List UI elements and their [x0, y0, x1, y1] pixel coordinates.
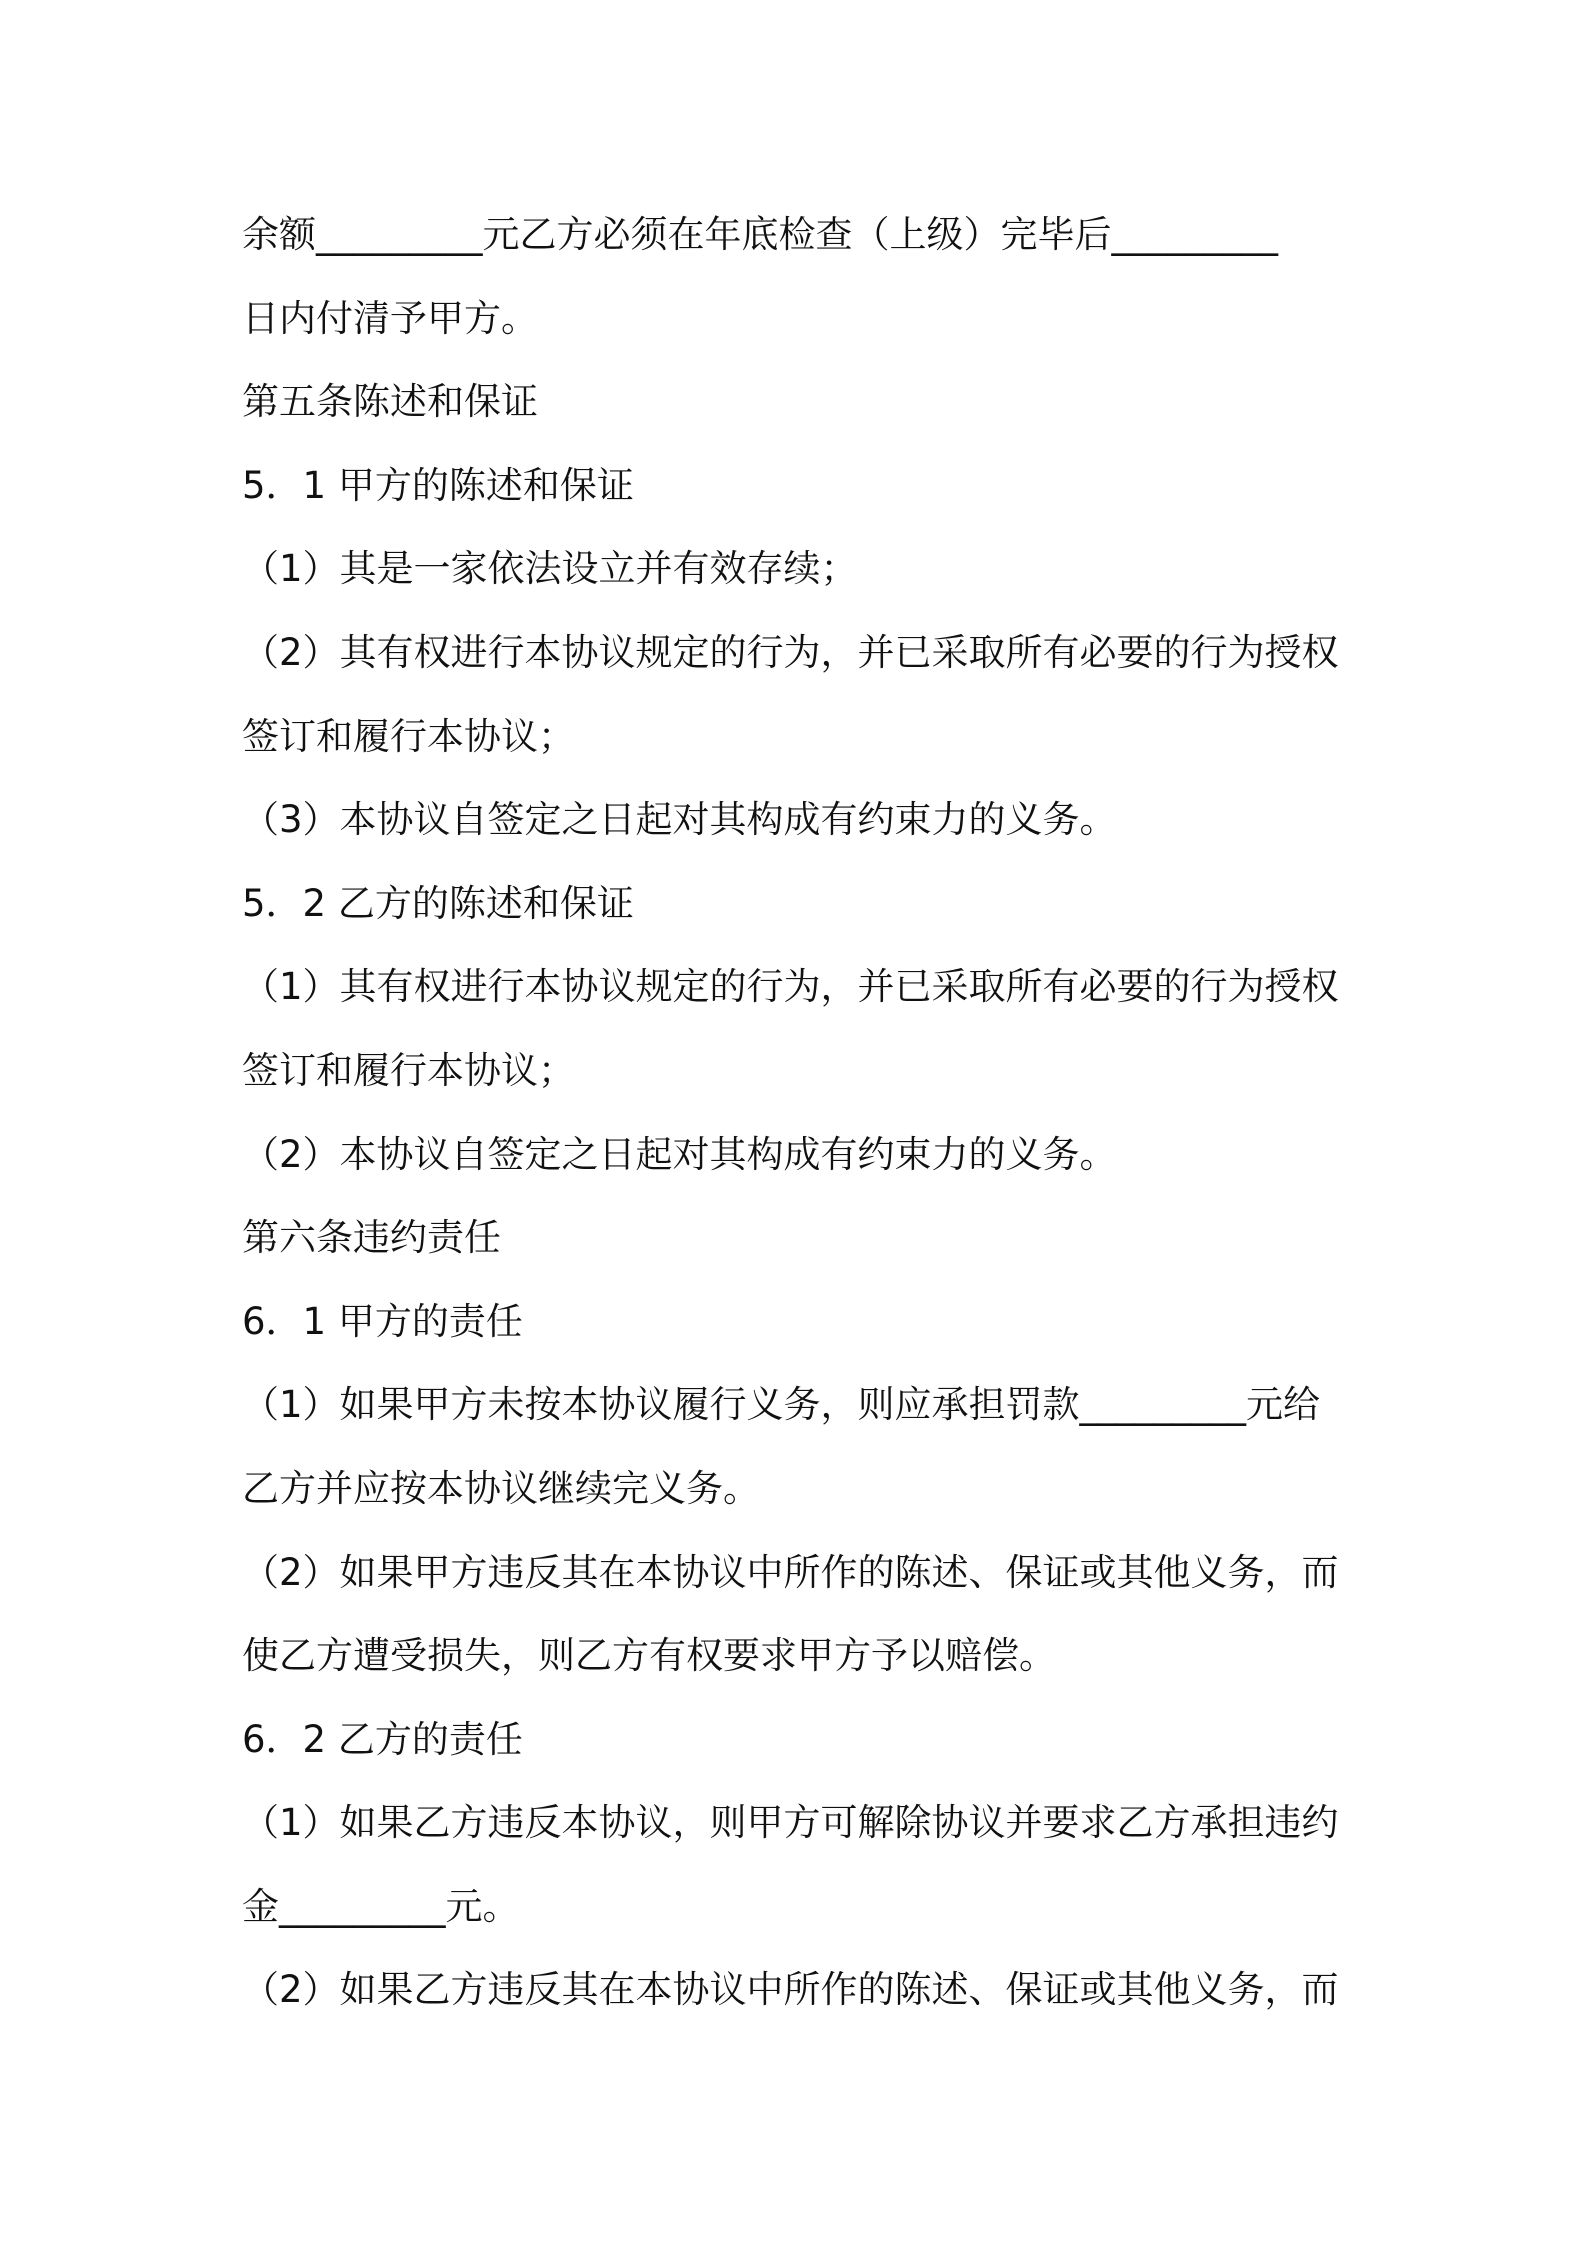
text-line: （3）本协议自签定之日起对其构成有约束力的义务。	[242, 798, 1117, 842]
text-line: （1）其有权进行本协议规定的行为，并已采取所有必要的行为授权	[242, 965, 1339, 1009]
text-line: （2）如果甲方违反其在本协议中所作的陈述、保证或其他义务，而	[242, 1550, 1339, 1594]
text-line: 金_________元。	[242, 1884, 520, 1928]
section-heading: 第六条违约责任	[242, 1216, 501, 1260]
subsection-heading: 6．2 乙方的责任	[242, 1717, 523, 1761]
document-body	[242, 200, 1362, 2039]
subsection-heading: 5．1 甲方的陈述和保证	[242, 463, 634, 507]
subsection-heading: 6．1 甲方的责任	[242, 1299, 523, 1343]
text-line: （2）本协议自签定之日起对其构成有约束力的义务。	[242, 1132, 1117, 1176]
text-line: 日内付清予甲方。	[242, 296, 538, 340]
text-line: 签订和履行本协议；	[242, 714, 575, 758]
text-line: （2）如果乙方违反其在本协议中所作的陈述、保证或其他义务，而	[242, 1968, 1339, 2012]
section-heading: 第五条陈述和保证	[242, 380, 538, 424]
text-line: （1）其是一家依法设立并有效存续；	[242, 547, 858, 591]
subsection-heading: 5．2 乙方的陈述和保证	[242, 881, 634, 925]
text-line: 签订和履行本协议；	[242, 1048, 575, 1092]
text-line: （1）如果甲方未按本协议履行义务，则应承担罚款_________元给	[242, 1383, 1321, 1427]
text-line: 使乙方遭受损失，则乙方有权要求甲方予以赔偿。	[242, 1634, 1056, 1678]
text-line: 余额_________元乙方必须在年底检查（上级）完毕后_________	[242, 213, 1278, 256]
text-line: （1）如果乙方违反本协议，则甲方可解除协议并要求乙方承担违约	[242, 1801, 1339, 1845]
text-line: （2）其有权进行本协议规定的行为，并已采取所有必要的行为授权	[242, 630, 1339, 674]
text-line: 乙方并应按本协议继续完义务。	[242, 1466, 760, 1510]
